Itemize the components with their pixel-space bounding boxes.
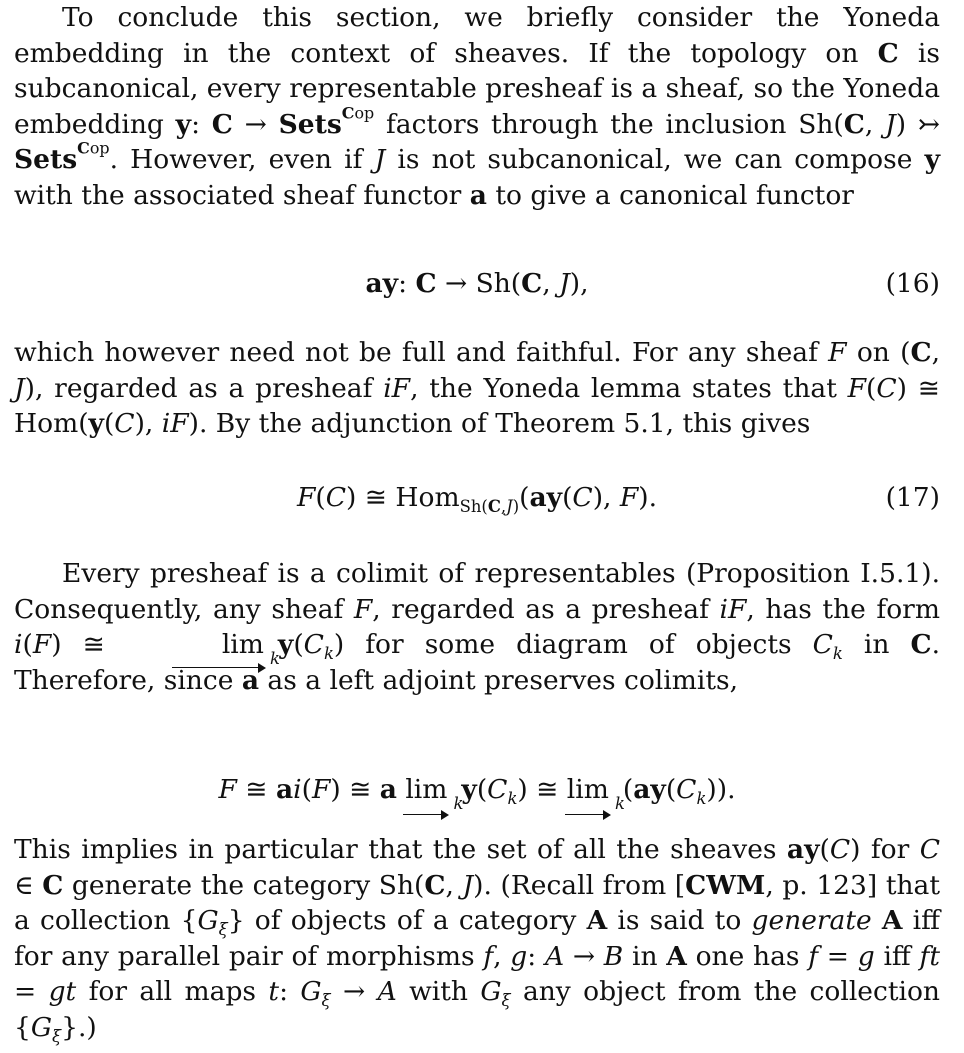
equation-17-number: (17) [885, 482, 940, 513]
equation-16-number: (16) [885, 268, 940, 299]
paragraph-colimit: Every presheaf is a colimit of representables (Proposition I.5.1). Consequently, any sheaf F, regarded as a presheaf iF, has the form i(F) ≅ lim k $y(C_k)$ for some diagram of objects $C_k$ in C. Therefore, since a as a left adjoint preserves colimits, [14, 558, 940, 696]
equation-17-body: F(C) ≅ Hom$_{Sh(C,J)}$(ay(C), F). [296, 482, 658, 516]
colimit-operator: lim k [174, 627, 264, 663]
equation-17 [14, 478, 940, 518]
colimit-operator: lim k [567, 770, 609, 810]
paragraph-yoneda-sheaves: To conclude this section, we briefly consider the Yoneda embedding in the context of sheaves. If the topology on C is subcanonical, every representable presheaf is a sheaf, so the Yoneda embedding y: C → Sets$^{Cop}$ factors through the inclusion Sh(C, J) ↣ Sets$^{Cop}$. However, even if J is not subcanonical, we can compose y with the associated sheaf functor a to give a canonical functor [14, 2, 941, 211]
equation-16 [14, 264, 940, 304]
paragraph-yoneda-lemma: which however need not be full and faithful. For any sheaf F on (C, J), regarded as a presheaf iF, the Yoneda lemma states that F(C) ≅ Hom(y(C), iF). By the adjunction of Theorem 5.1, this gives [14, 337, 941, 439]
colimit-operator: lim k [405, 770, 447, 810]
equation-colimit [14, 770, 940, 813]
equation-16-body: ay: C → Sh(C, J), [365, 268, 589, 299]
paragraph-generators: This implies in particular that the set of all the sheaves ay(C) for C ∈ C generate the category Sh(C, J). (Recall from [CWM, p. 123] that a collection $\{G_\xi\}$ of objects of a category A is said to generate A iff for any parallel pair of morphisms f, g: A → B in A one has f = g iff ft = gt for all maps t: $G_\xi \to A$ with $G_\xi$ any object from the collection $\{G_\xi\}$.) [14, 834, 941, 1046]
equation-colimit-body: F ≅ ai(F) ≅ a lim k $y(C_k)$ ≅ lim k $(ay(C_k))$. [14, 770, 940, 810]
citation-cwm: CWM [685, 869, 766, 901]
